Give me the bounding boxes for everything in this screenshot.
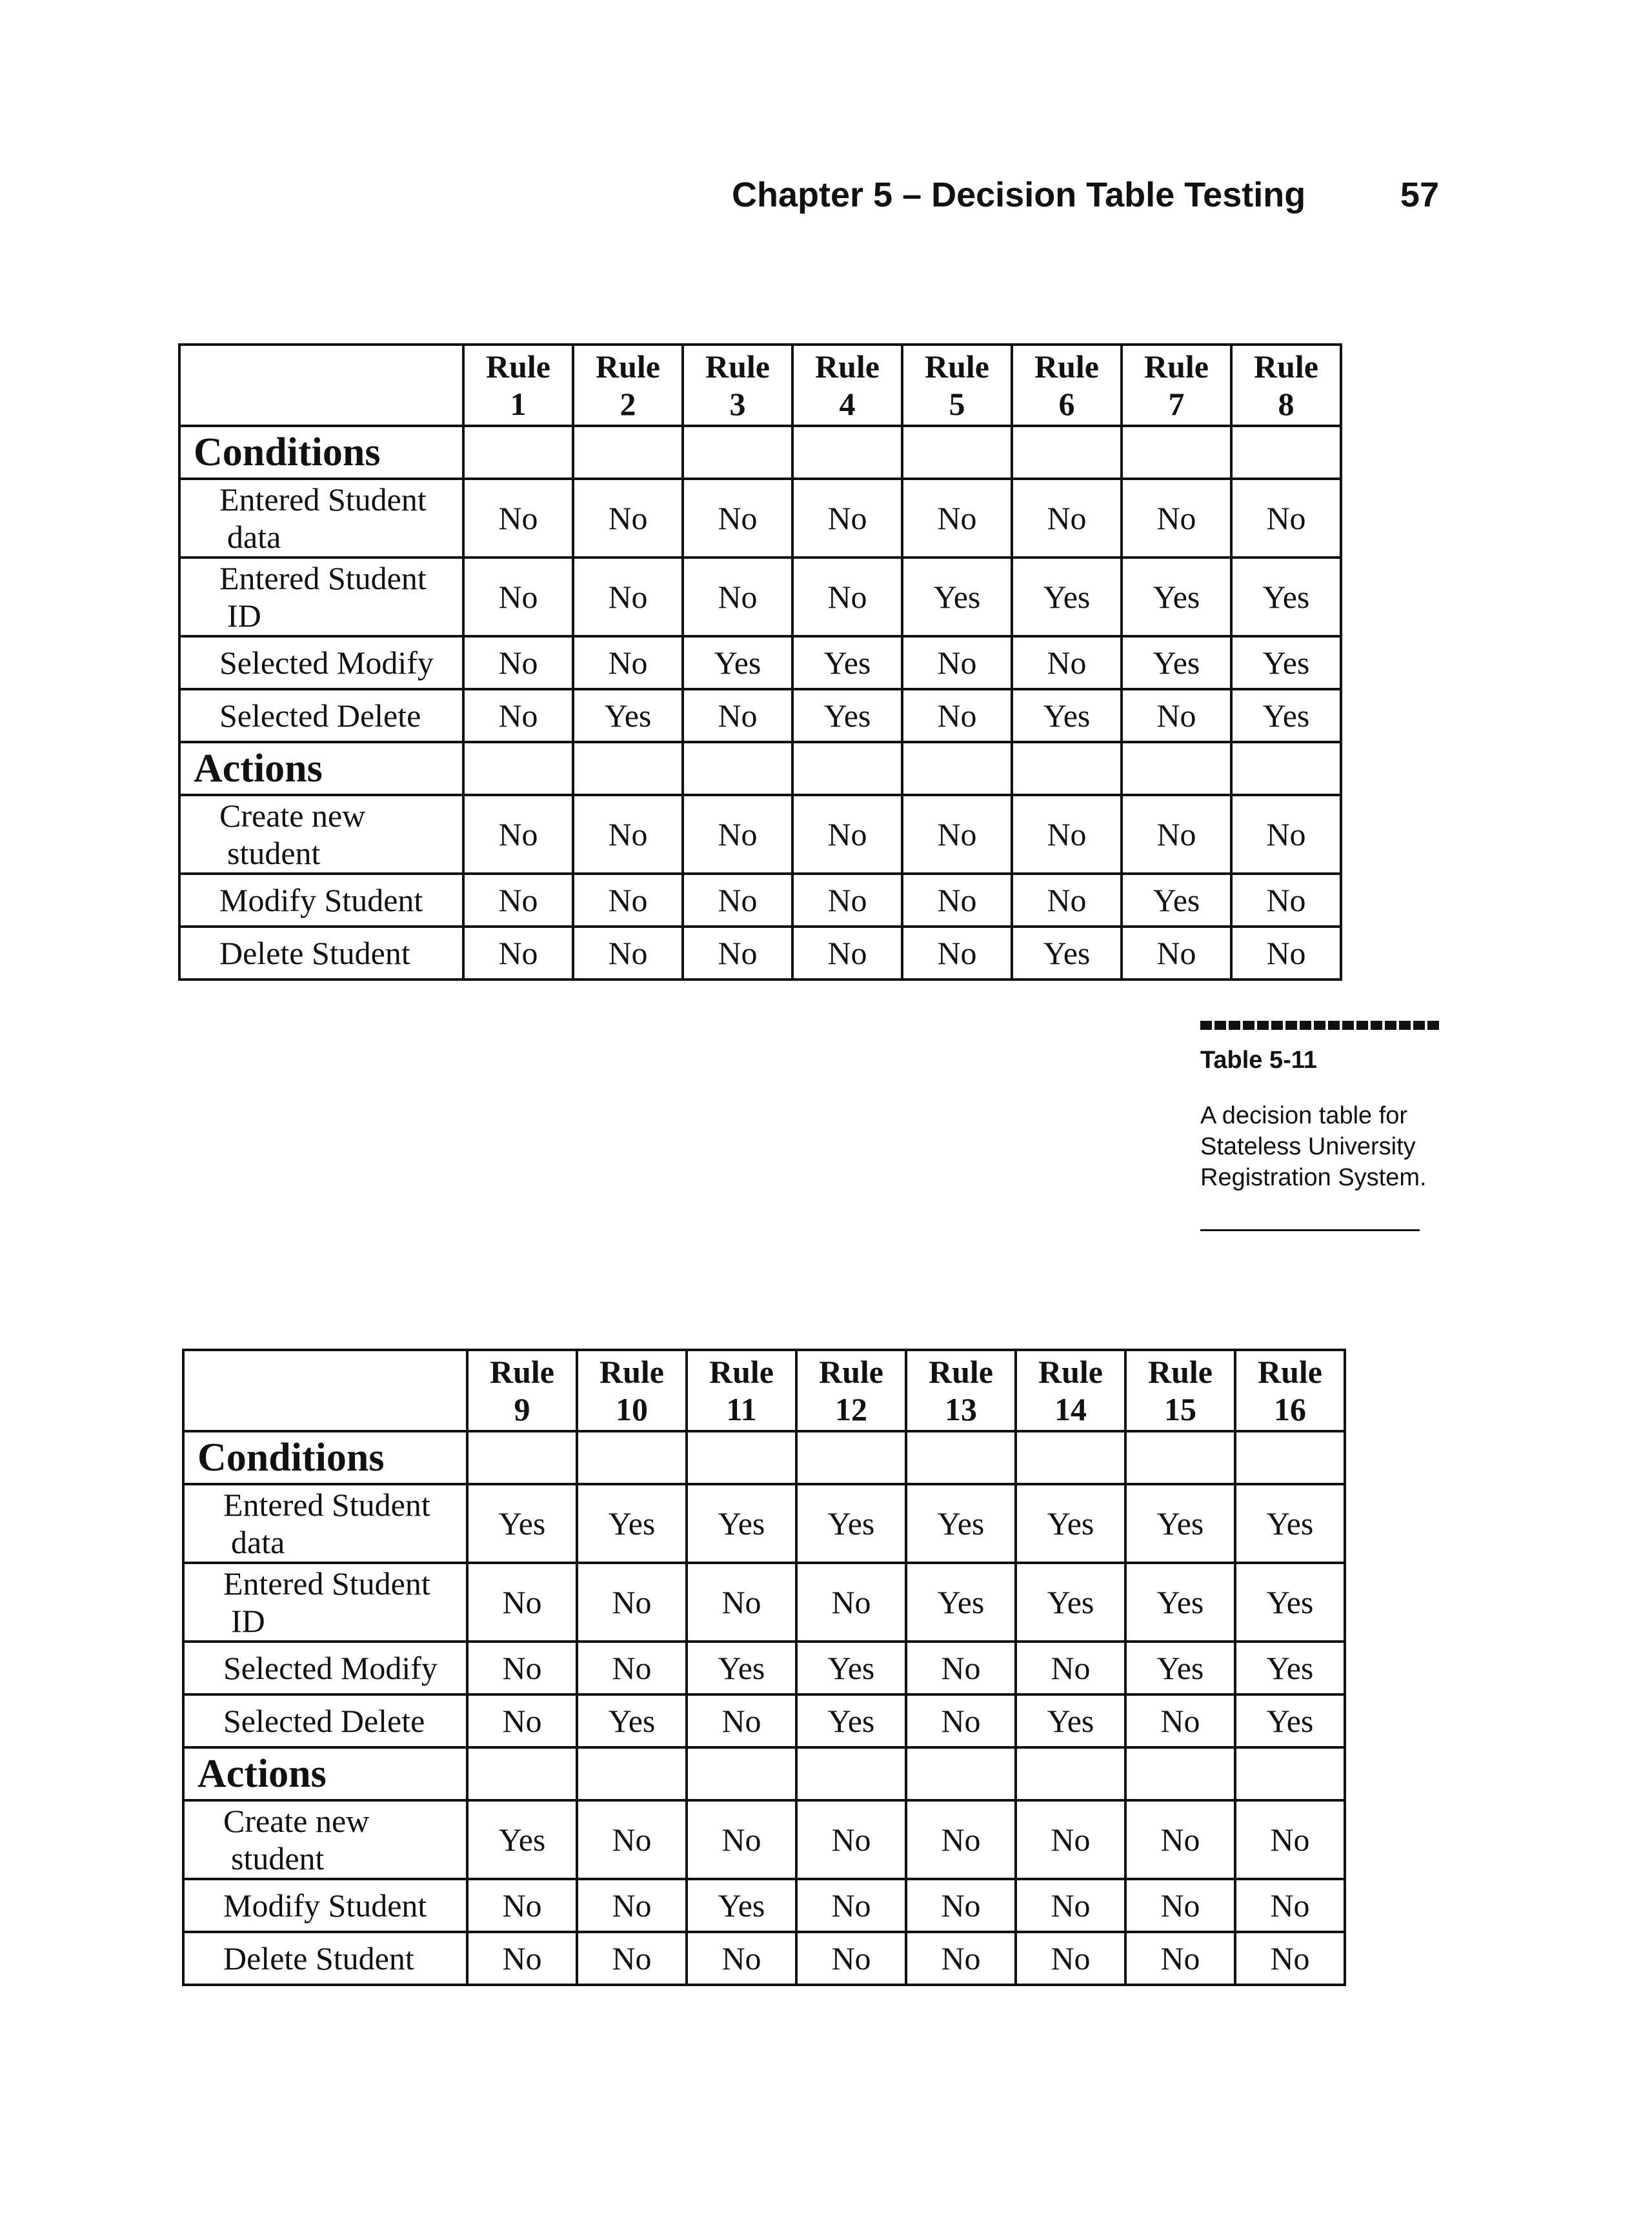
row-label	[179, 636, 463, 689]
value-cell: No	[902, 874, 1012, 927]
value-cell: Yes	[1122, 558, 1231, 636]
table-row	[179, 874, 1341, 927]
value-cell: No	[683, 795, 792, 874]
chapter-title: Chapter 5 – Decision Table Testing	[732, 176, 1306, 214]
row-label-line: Create new	[219, 798, 366, 834]
table-row	[183, 1694, 1345, 1747]
value-cell: No	[1231, 927, 1341, 980]
rule-word: Rule	[705, 348, 770, 385]
empty-cell	[792, 742, 902, 795]
value-cell: No	[902, 689, 1012, 742]
value-cell: No	[577, 1800, 687, 1879]
value-cell: No	[1012, 636, 1122, 689]
empty-cell	[683, 742, 792, 795]
rule-header-cell	[1016, 1350, 1125, 1431]
row-label-line: Entered Student	[219, 481, 427, 518]
caption-label: Table 5-11	[1200, 1047, 1317, 1074]
value-cell: No	[1016, 1879, 1125, 1932]
table-row	[183, 1563, 1345, 1642]
value-cell: Yes	[1235, 1484, 1345, 1563]
value-cell: No	[1122, 927, 1231, 980]
rule-header-cell	[792, 345, 902, 426]
value-cell: No	[1012, 874, 1122, 927]
rule-header-cell	[1231, 345, 1341, 426]
empty-cell	[902, 742, 1012, 795]
row-label	[179, 479, 463, 558]
rule-number: 3	[729, 386, 746, 422]
rule-number: 15	[1164, 1391, 1196, 1427]
page-header	[710, 169, 1439, 221]
value-cell: No	[796, 1879, 906, 1932]
empty-cell	[1122, 426, 1231, 479]
value-cell: Yes	[467, 1484, 577, 1563]
header-corner-cell	[183, 1350, 467, 1431]
row-label-line: Modify Student	[219, 882, 423, 918]
value-cell: No	[1231, 479, 1341, 558]
row-label-line: Selected Delete	[219, 698, 421, 734]
table-row	[183, 1800, 1345, 1879]
table-row	[179, 927, 1341, 980]
empty-cell	[573, 426, 683, 479]
table-caption	[1200, 1021, 1458, 1231]
table-row	[179, 479, 1341, 558]
value-cell: No	[467, 1932, 577, 1985]
row-label-line: ID	[231, 1603, 265, 1639]
value-cell: Yes	[1125, 1484, 1235, 1563]
empty-cell	[687, 1431, 796, 1484]
value-cell: No	[902, 795, 1012, 874]
value-cell: Yes	[1016, 1563, 1125, 1642]
rule-header-cell	[573, 345, 683, 426]
row-label-line: Entered Student	[223, 1487, 430, 1523]
row-label-line: ID	[227, 598, 261, 634]
value-cell: No	[796, 1800, 906, 1879]
section-title: Conditions	[179, 426, 463, 479]
empty-cell	[902, 426, 1012, 479]
section-title: Actions	[183, 1747, 467, 1800]
empty-cell	[792, 426, 902, 479]
section-row	[179, 426, 1341, 479]
value-cell: No	[1122, 795, 1231, 874]
value-cell: Yes	[1235, 1694, 1345, 1747]
value-cell: No	[906, 1932, 1016, 1985]
value-cell: Yes	[1122, 636, 1231, 689]
value-cell: No	[573, 874, 683, 927]
empty-cell	[1125, 1747, 1235, 1800]
empty-cell	[467, 1431, 577, 1484]
value-cell: Yes	[796, 1484, 906, 1563]
value-cell: No	[796, 1563, 906, 1642]
value-cell: No	[1016, 1800, 1125, 1879]
empty-cell	[796, 1747, 906, 1800]
value-cell: No	[573, 479, 683, 558]
caption-divider-top	[1200, 1021, 1440, 1030]
rule-word: Rule	[599, 1354, 664, 1390]
value-cell: No	[577, 1563, 687, 1642]
value-cell: No	[467, 1694, 577, 1747]
row-label	[179, 927, 463, 980]
rule-header-cell	[577, 1350, 687, 1431]
rule-word: Rule	[1038, 1354, 1103, 1390]
rule-word: Rule	[1148, 1354, 1213, 1390]
value-cell: No	[906, 1642, 1016, 1694]
empty-cell	[1122, 742, 1231, 795]
rule-number: 2	[620, 386, 636, 422]
value-cell: No	[1235, 1800, 1345, 1879]
value-cell: No	[577, 1879, 687, 1932]
value-cell: No	[1122, 479, 1231, 558]
rule-number: 1	[510, 386, 527, 422]
value-cell: Yes	[1016, 1484, 1125, 1563]
empty-cell	[906, 1747, 1016, 1800]
row-label-line: Entered Student	[219, 560, 427, 596]
value-cell: No	[687, 1694, 796, 1747]
value-cell: No	[1125, 1879, 1235, 1932]
value-cell: No	[1012, 795, 1122, 874]
value-cell: Yes	[1231, 558, 1341, 636]
value-cell: No	[683, 689, 792, 742]
rule-header-cell	[1235, 1350, 1345, 1431]
rule-number: 6	[1058, 386, 1075, 422]
empty-cell	[1231, 426, 1341, 479]
value-cell: Yes	[1122, 874, 1231, 927]
value-cell: No	[1231, 874, 1341, 927]
empty-cell	[687, 1747, 796, 1800]
table-row	[183, 1932, 1345, 1985]
rule-word: Rule	[819, 1354, 883, 1390]
value-cell: No	[463, 558, 573, 636]
value-cell: Yes	[1231, 689, 1341, 742]
row-label	[183, 1563, 467, 1642]
rule-number: 14	[1054, 1391, 1087, 1427]
table-row	[179, 795, 1341, 874]
empty-cell	[463, 426, 573, 479]
row-label-line: student	[231, 1840, 325, 1876]
value-cell: No	[683, 558, 792, 636]
value-cell: No	[1122, 689, 1231, 742]
value-cell: No	[1125, 1800, 1235, 1879]
caption-text: A decision table for Stateless University Registration System.	[1200, 1102, 1427, 1191]
value-cell: No	[902, 927, 1012, 980]
rule-header-cell	[683, 345, 792, 426]
rule-number: 5	[949, 386, 965, 422]
rule-header-row	[183, 1350, 1345, 1431]
value-cell: Yes	[683, 636, 792, 689]
value-cell: Yes	[902, 558, 1012, 636]
value-cell: No	[1012, 479, 1122, 558]
row-label	[179, 689, 463, 742]
value-cell: No	[683, 927, 792, 980]
rule-word: Rule	[709, 1354, 774, 1390]
rule-word: Rule	[1144, 348, 1209, 385]
value-cell: Yes	[1235, 1642, 1345, 1694]
value-cell: Yes	[577, 1484, 687, 1563]
empty-cell	[463, 742, 573, 795]
row-label	[183, 1932, 467, 1985]
row-label-line: Delete Student	[219, 935, 410, 971]
row-label	[179, 558, 463, 636]
value-cell: No	[687, 1800, 796, 1879]
value-cell: No	[467, 1879, 577, 1932]
value-cell: No	[792, 874, 902, 927]
value-cell: No	[467, 1563, 577, 1642]
rule-header-cell	[1012, 345, 1122, 426]
rule-number: 8	[1278, 386, 1294, 422]
value-cell: Yes	[1012, 558, 1122, 636]
value-cell: No	[573, 795, 683, 874]
empty-cell	[1016, 1431, 1125, 1484]
value-cell: No	[573, 927, 683, 980]
value-cell: No	[792, 558, 902, 636]
table-row	[179, 689, 1341, 742]
value-cell: No	[902, 479, 1012, 558]
value-cell: No	[906, 1694, 1016, 1747]
row-label-line: Create new	[223, 1803, 370, 1839]
empty-cell	[1231, 742, 1341, 795]
section-row	[183, 1431, 1345, 1484]
empty-cell	[1235, 1431, 1345, 1484]
rule-header-cell	[1122, 345, 1231, 426]
row-label	[179, 874, 463, 927]
value-cell: No	[1016, 1932, 1125, 1985]
value-cell: No	[796, 1932, 906, 1985]
value-cell: Yes	[1012, 689, 1122, 742]
rule-word: Rule	[815, 348, 880, 385]
empty-cell	[577, 1431, 687, 1484]
rule-number: 11	[726, 1391, 757, 1427]
rule-word: Rule	[925, 348, 989, 385]
empty-cell	[467, 1747, 577, 1800]
value-cell: Yes	[792, 689, 902, 742]
value-cell: Yes	[1016, 1694, 1125, 1747]
value-cell: No	[463, 795, 573, 874]
value-cell: Yes	[792, 636, 902, 689]
value-cell: Yes	[467, 1800, 577, 1879]
rule-number: 12	[835, 1391, 867, 1427]
value-cell: No	[577, 1932, 687, 1985]
row-label	[183, 1879, 467, 1932]
value-cell: No	[906, 1879, 1016, 1932]
value-cell: No	[467, 1642, 577, 1694]
rule-number: 16	[1274, 1391, 1306, 1427]
table-row	[179, 636, 1341, 689]
value-cell: Yes	[687, 1484, 796, 1563]
value-cell: Yes	[1012, 927, 1122, 980]
value-cell: No	[902, 636, 1012, 689]
rule-header-cell	[687, 1350, 796, 1431]
value-cell: Yes	[1231, 636, 1341, 689]
rule-number: 4	[839, 386, 856, 422]
value-cell: No	[792, 927, 902, 980]
row-label	[183, 1642, 467, 1694]
value-cell: No	[463, 927, 573, 980]
row-label	[183, 1800, 467, 1879]
value-cell: No	[1016, 1642, 1125, 1694]
value-cell: Yes	[1125, 1642, 1235, 1694]
value-cell: No	[687, 1932, 796, 1985]
rule-header-cell	[906, 1350, 1016, 1431]
value-cell: Yes	[687, 1642, 796, 1694]
row-label-line: Selected Modify	[223, 1650, 438, 1686]
row-label-line: data	[227, 519, 281, 555]
page-number: 57	[1400, 176, 1439, 214]
value-cell: No	[573, 558, 683, 636]
rule-header-cell	[1125, 1350, 1235, 1431]
value-cell: No	[1125, 1932, 1235, 1985]
empty-cell	[1012, 426, 1122, 479]
row-label	[183, 1484, 467, 1563]
value-cell: No	[577, 1642, 687, 1694]
table-row	[183, 1642, 1345, 1694]
table-row	[183, 1879, 1345, 1932]
rule-word: Rule	[486, 348, 550, 385]
row-label-line: student	[227, 835, 321, 871]
table-row	[179, 558, 1341, 636]
value-cell: Yes	[573, 689, 683, 742]
rule-header-row	[179, 345, 1341, 426]
row-label-line: Selected Modify	[219, 645, 434, 681]
value-cell: No	[573, 636, 683, 689]
value-cell: No	[463, 689, 573, 742]
header-corner-cell	[179, 345, 463, 426]
value-cell: Yes	[1235, 1563, 1345, 1642]
rule-word: Rule	[1254, 348, 1318, 385]
empty-cell	[1235, 1747, 1345, 1800]
value-cell: No	[906, 1800, 1016, 1879]
rule-number: 7	[1168, 386, 1185, 422]
value-cell: Yes	[577, 1694, 687, 1747]
value-cell: No	[687, 1563, 796, 1642]
value-cell: Yes	[1125, 1563, 1235, 1642]
value-cell: No	[683, 874, 792, 927]
rule-header-cell	[463, 345, 573, 426]
rule-word: Rule	[1258, 1354, 1322, 1390]
decision-table-rules-9-16	[182, 1349, 1346, 1986]
empty-cell	[906, 1431, 1016, 1484]
rule-header-cell	[796, 1350, 906, 1431]
value-cell: No	[1231, 795, 1341, 874]
value-cell: Yes	[796, 1694, 906, 1747]
empty-cell	[1016, 1747, 1125, 1800]
empty-cell	[577, 1747, 687, 1800]
rule-number: 10	[616, 1391, 648, 1427]
table-row	[183, 1484, 1345, 1563]
section-row	[183, 1747, 1345, 1800]
row-label	[179, 795, 463, 874]
section-title: Actions	[179, 742, 463, 795]
empty-cell	[573, 742, 683, 795]
value-cell: No	[463, 636, 573, 689]
rule-number: 13	[945, 1391, 977, 1427]
rule-number: 9	[514, 1391, 530, 1427]
empty-cell	[683, 426, 792, 479]
rule-word: Rule	[1034, 348, 1099, 385]
empty-cell	[1012, 742, 1122, 795]
row-label-line: Selected Delete	[223, 1703, 425, 1739]
rule-word: Rule	[929, 1354, 993, 1390]
row-label-line: Modify Student	[223, 1887, 427, 1924]
value-cell: No	[792, 479, 902, 558]
rule-word: Rule	[490, 1354, 554, 1390]
value-cell: No	[792, 795, 902, 874]
decision-table-rules-1-8	[178, 343, 1342, 981]
empty-cell	[796, 1431, 906, 1484]
row-label-line: data	[231, 1524, 285, 1560]
value-cell: No	[1125, 1694, 1235, 1747]
rule-word: Rule	[596, 348, 660, 385]
value-cell: No	[1235, 1932, 1345, 1985]
value-cell: Yes	[906, 1484, 1016, 1563]
row-label-line: Entered Student	[223, 1565, 430, 1602]
caption-divider-bottom	[1200, 1229, 1420, 1231]
row-label	[183, 1694, 467, 1747]
value-cell: No	[463, 479, 573, 558]
value-cell: Yes	[906, 1563, 1016, 1642]
value-cell: Yes	[796, 1642, 906, 1694]
value-cell: No	[683, 479, 792, 558]
rule-header-cell	[902, 345, 1012, 426]
section-title: Conditions	[183, 1431, 467, 1484]
value-cell: No	[1235, 1879, 1345, 1932]
section-row	[179, 742, 1341, 795]
value-cell: No	[463, 874, 573, 927]
rule-header-cell	[467, 1350, 577, 1431]
value-cell: Yes	[687, 1879, 796, 1932]
empty-cell	[1125, 1431, 1235, 1484]
row-label-line: Delete Student	[223, 1940, 414, 1976]
